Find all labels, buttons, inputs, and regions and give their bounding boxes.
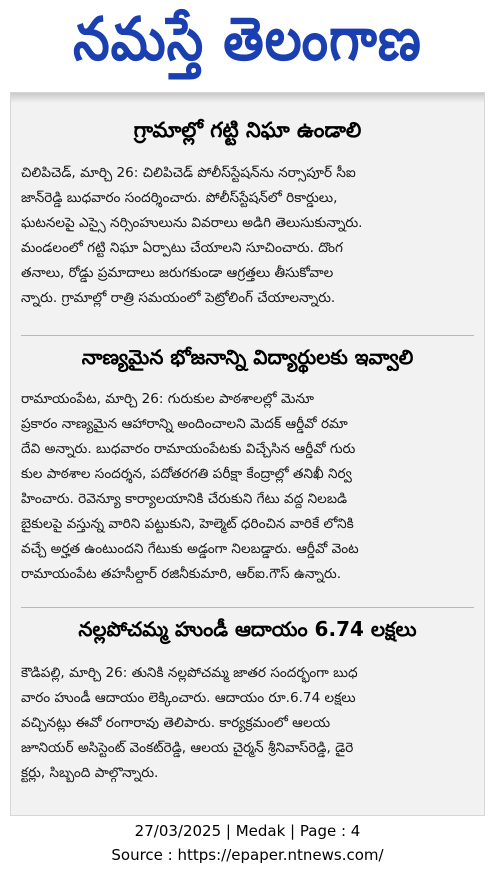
article-divider — [21, 607, 474, 608]
article-3-line: జూనియర్ అసిస్టెంట్ వెంకట్‌రెడ్డి, ఆలయ చైర్మన్ శ్రీనివాస్‌రెడ్డి, డైరె — [21, 740, 354, 756]
news-clipping — [10, 92, 485, 816]
article-1-line: తనాలు, రోడ్డు ప్రమాదాలు జరుగకుండా ఆగ్రత్తలు తీసుకోవాల — [21, 265, 334, 281]
article-1-body — [21, 161, 474, 311]
article-1-line: చిలిపిచెడ్, మార్చి 26: చిలిపిచెడ్ పోలీస్‌స్టేషన్‌ను నర్సాపూర్ సీఐ — [21, 165, 356, 181]
article-2-headline: నాణ్యమైన భోజనాన్ని విద్యార్థులకు ఇవ్వాలి — [81, 345, 414, 369]
article-2-body — [21, 387, 474, 587]
article-2-line: రామాయంపేట తహసీల్దార్ రజినీకుమారి, ఆర్ఐ.గౌస్ ఉన్నారు. — [21, 566, 342, 582]
article-2-line: దేవి అన్నారు. బుధవారం రామాయంపేటకు విచ్చేసిన ఆర్డీవో గురు — [21, 441, 356, 457]
article-3-line: కౌడిపల్లి, మార్చి 26: తునికి నల్లపోచమ్మ జాతర సందర్భంగా బుధ — [21, 665, 358, 681]
article-1-line: న్నారు. గ్రామాల్లో రాత్రి సమయంలో పెట్రోలింగ్ చేయాలన్నారు. — [21, 290, 336, 306]
masthead — [0, 0, 495, 95]
article-2-line: వచ్చే అర్హత ఉంటుందని గేటుకు అడ్డంగా నిలబడ్డారు. ఆర్డీవో వెంట — [21, 541, 359, 557]
article-1-line: మండలంలో గట్టి నిఘా ఏర్పాటు చేయాలని సూచించారు. దొంగ — [21, 240, 343, 256]
source-link[interactable]: Source : https://epaper.ntnews.com/ — [111, 846, 384, 864]
article-3-line: వారం హుండీ ఆదాయం లెక్కించారు. ఆదాయం రూ.6.74 లక్షలు — [21, 690, 356, 706]
article-3-body — [21, 661, 474, 786]
article-2-line: హించారు. రెవెన్యూ కార్యాలయానికి చేరుకుని గేటు వద్ద నిలబడి — [21, 491, 348, 507]
article-2-line: బైకులపై వస్తున్న వారిని పట్టుకుని, హెల్మెట్ ధరించిన వారికే లోనికి — [21, 516, 354, 532]
article-1-headline: గ్రామాల్లో గట్టి నిఘా ఉండాలి — [133, 118, 362, 142]
edition-info: 27/03/2025 | Medak | Page : 4 — [134, 822, 361, 840]
newspaper-title: నమస్తే తెలంగాణ — [73, 5, 422, 75]
article-2-line: రామాయంపేట, మార్చి 26: గురుకుల పాఠశాలల్లో మెనూ — [21, 391, 314, 407]
article-3-line: క్టర్లు, సిబ్బంది పాల్గొన్నారు. — [21, 765, 159, 781]
article-3-headline: నల్లపోచమ్మ హుండీ ఆదాయం 6.74 లక్షలు — [78, 617, 417, 641]
article-2-line: కుల పాఠశాల సందర్శన, పదోతరగతి పరీక్షా కేంద్రాల్లో తనిఖీ నిర్వ — [21, 466, 352, 482]
article-2-line: ప్రకారం నాణ్యమైన ఆహారాన్ని అందించాలని మెదక్ ఆర్డీవో రమా — [21, 416, 348, 432]
article-1-line: జాన్‌రెడ్డి బుధవారం సందర్శించారు. పోలీస్‌స్టేషన్‌లో రికార్డులు, — [21, 190, 338, 206]
article-3-line: వచ్చినట్లు ఈవో రంగారావు తెలిపారు. కార్యక్రమంలో ఆలయ — [21, 715, 331, 731]
article-1-line: ఘటనలపై ఎస్సై నర్సింహులును వివరాలు అడిగి తెలుసుకున్నారు. — [21, 215, 363, 231]
clipping-top-edge — [11, 93, 484, 103]
article-divider — [21, 335, 474, 336]
